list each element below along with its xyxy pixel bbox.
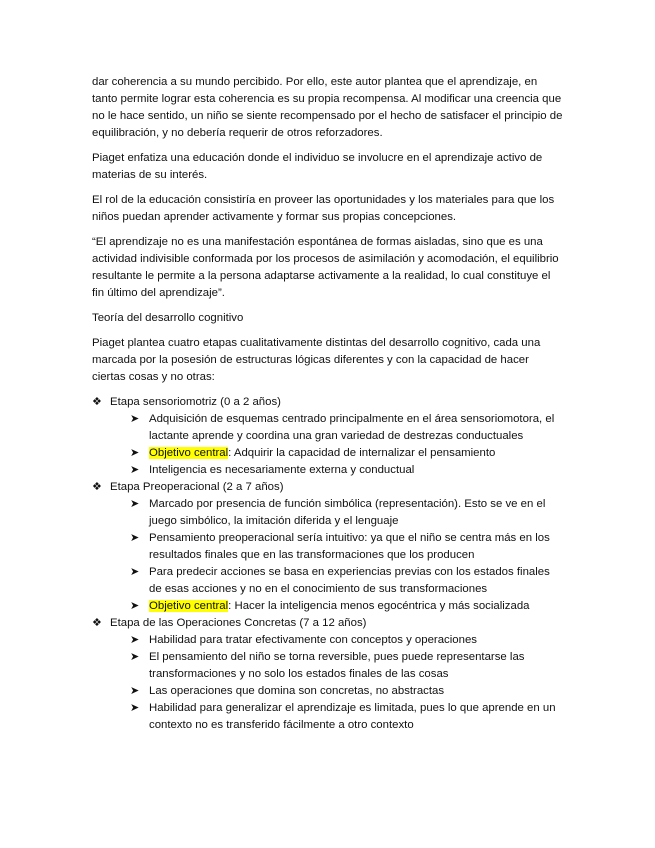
paragraph: El rol de la educación consistiría en proveer las oportunidades y los materiales para que los niños puedan aprender activamente y formar sus propias concepciones. [92,194,555,223]
arrow-bullet-icon: ➤ [130,498,140,510]
diamond-bullet-icon: ❖ [92,481,102,493]
item-text: Adquisición de esquemas centrado principalmente en el área sensoriomotora, el lactante aprende y coordina una gran variedad de destrezas conductuales [149,413,555,442]
stages-list [92,394,565,734]
highlighted-label: Objetivo central [149,447,229,459]
stage-sublist [110,496,565,615]
stage-sublist [110,411,565,479]
stage-title: Etapa sensoriomotriz (0 a 2 años) [110,396,281,408]
stage-sublist [110,632,565,734]
arrow-bullet-icon: ➤ [130,413,140,425]
stage-item [92,615,565,734]
arrow-bullet-icon: ➤ [130,447,140,459]
item-text: El pensamiento del niño se torna reversible, pues puede representarse las transformaciones y no solo los estados finales de las cosas [149,651,525,680]
intro-paragraph: Piaget plantea cuatro etapas cualitativamente distintas del desarrollo cognitivo, cada una marcada por la posesión de estructuras lógicas diferentes y con la capacidad de hacer ciertas cosas y no otras: [92,337,541,383]
list-item [130,530,565,564]
arrow-bullet-icon: ➤ [130,464,140,476]
item-text: : Hacer la inteligencia menos egocéntrica y más socializada [228,600,530,612]
list-item [130,632,565,649]
list-item [130,462,565,479]
quote-paragraph: “El aprendizaje no es una manifestación espontánea de formas aisladas, sino que es una actividad indivisible conformada por los procesos de asimilación y acomodación, el equilibrio resultante le permite a la persona adaptarse activamente a la realidad, lo cual constituye el fin último del aprendizaje”. [92,236,559,299]
highlighted-label: Objetivo central [149,600,229,612]
list-item [130,496,565,530]
section-heading: Teoría del desarrollo cognitivo [92,312,244,324]
item-text: Inteligencia es necesariamente externa y conductual [149,464,415,476]
list-item [130,445,565,462]
list-item [130,411,565,445]
item-text: Las operaciones que domina son concretas, no abstractas [149,685,445,697]
paragraph: Piaget enfatiza una educación donde el individuo se involucre en el aprendizaje activo de materias de su interés. [92,152,543,181]
diamond-bullet-icon: ❖ [92,617,102,629]
diamond-bullet-icon: ❖ [92,396,102,408]
arrow-bullet-icon: ➤ [130,600,140,612]
list-item [130,564,565,598]
arrow-bullet-icon: ➤ [130,702,140,714]
paragraph: dar coherencia a su mundo percibido. Por ello, este autor plantea que el aprendizaje, en tanto permite lograr esta coherencia es su propia recompensa. Al modificar una creencia que no le hace sentido, un niño se siente recompensado por el hecho de satisfacer el principio de equilibración, y no debería requerir de otros reforzadores. [92,76,563,139]
item-text: Marcado por presencia de función simbólica (representación). Esto se ve en el juego simbólico, la imitación diferida y el lenguaje [149,498,546,527]
list-item [130,700,565,734]
stage-item [92,394,565,479]
item-text: Habilidad para generalizar el aprendizaje es limitada, pues lo que aprende en un contexto no es transferido fácilmente a otro contexto [149,702,556,731]
arrow-bullet-icon: ➤ [130,634,140,646]
arrow-bullet-icon: ➤ [130,566,140,578]
list-item [130,683,565,700]
stage-title: Etapa de las Operaciones Concretas (7 a 12 años) [110,617,367,629]
stage-title: Etapa Preoperacional (2 a 7 años) [110,481,284,493]
arrow-bullet-icon: ➤ [130,685,140,697]
item-text: : Adquirir la capacidad de internalizar el pensamiento [228,447,496,459]
item-text: Habilidad para tratar efectivamente con conceptos y operaciones [149,634,477,646]
item-text: Pensamiento preoperacional sería intuitivo: ya que el niño se centra más en los resultados finales que en las transformaciones que los producen [149,532,550,561]
list-item [130,649,565,683]
item-text: Para predecir acciones se basa en experiencias previas con los estados finales de esas acciones y no en el conocimiento de sus transformaciones [149,566,550,595]
arrow-bullet-icon: ➤ [130,651,140,663]
arrow-bullet-icon: ➤ [130,532,140,544]
list-item [130,598,565,615]
stage-item [92,479,565,615]
